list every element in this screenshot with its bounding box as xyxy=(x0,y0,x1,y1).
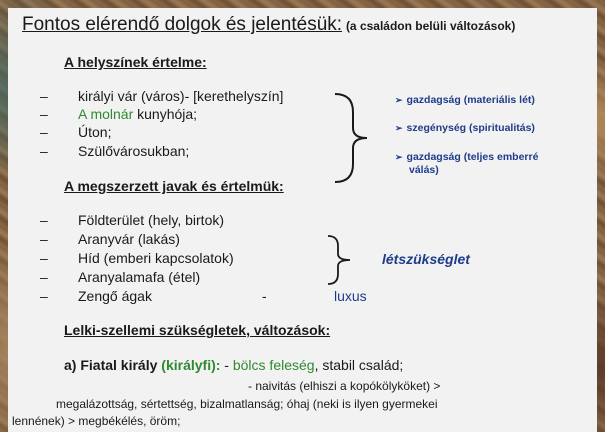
s1-item2-dash: – xyxy=(40,106,48,122)
right-item-3: ➢ gazdagság (teljes emberré xyxy=(395,151,539,163)
s1-item2 xyxy=(78,106,197,123)
s1-item3-dash: – xyxy=(40,124,48,140)
s2-item1: Földterület (hely, birtok) xyxy=(78,212,225,228)
need-label: létszükséglet xyxy=(382,251,470,267)
right-item-3-line2: válás) xyxy=(409,164,439,176)
luxus-dash: - xyxy=(262,288,267,304)
brace-right-small xyxy=(326,234,356,286)
s2-item5: Zengő ágak xyxy=(78,288,152,304)
s1-item2-green: A molnár xyxy=(78,106,134,122)
luxus-label: luxus xyxy=(334,288,367,304)
arrow-bullet-icon: ➢ xyxy=(395,95,403,105)
section3-heading: Lelki-szellemi szükségletek, változások: xyxy=(64,322,331,338)
section3-line-c: megalázottság, sértettség, bizalmatlanság; óhaj (neki is ilyen gyermekei xyxy=(56,397,438,411)
s2-item4-dash: – xyxy=(40,269,48,285)
s1-item4-dash: – xyxy=(40,143,48,159)
slide-title xyxy=(22,16,515,35)
arrow-bullet-icon: ➢ xyxy=(395,152,403,162)
s1-item1: királyi vár (város)- [kerethelyszín] xyxy=(78,88,284,104)
title-main: Fontos elérendő dolgok és jelentésük: xyxy=(22,14,343,35)
s2-item3: Híd (emberi kapcsolatok) xyxy=(78,250,234,266)
section3-line-a: a) Fiatal király (királyfi): - bölcs feleség, stabil család; xyxy=(64,357,404,373)
s1-item3: Úton; xyxy=(78,124,112,140)
right-item-2: ➢ szegénység (spiritualitás) xyxy=(395,122,535,134)
s2-item3-dash: – xyxy=(40,250,48,266)
section2-heading: A megszerzett javak és értelmük: xyxy=(64,178,284,194)
s2-item4: Aranyalamafa (étel) xyxy=(78,269,201,285)
right-item-1: ➢ gazdagság (materiális lét) xyxy=(395,94,535,106)
section3-line-b: - naivitás (elhiszi a kopókölyköket) > xyxy=(248,379,441,393)
s1-item4: Szülővárosukban; xyxy=(78,143,190,159)
slide-panel xyxy=(8,8,597,432)
s1-item2-rest: kunyhója; xyxy=(133,106,198,122)
s1-item1-dash: – xyxy=(40,88,48,104)
brace-right-large xyxy=(333,92,373,184)
s2-item2: Aranyvár (lakás) xyxy=(78,231,180,247)
title-sub: (a családon belüli változások) xyxy=(345,19,516,33)
section1-heading: A helyszínek értelme: xyxy=(64,54,207,70)
s2-item5-dash: – xyxy=(40,288,48,304)
arrow-bullet-icon: ➢ xyxy=(395,123,403,133)
s2-item2-dash: – xyxy=(40,231,48,247)
section3-line-d: lennének) > megbékélés, öröm; xyxy=(12,414,181,428)
s2-item1-dash: – xyxy=(40,212,48,228)
